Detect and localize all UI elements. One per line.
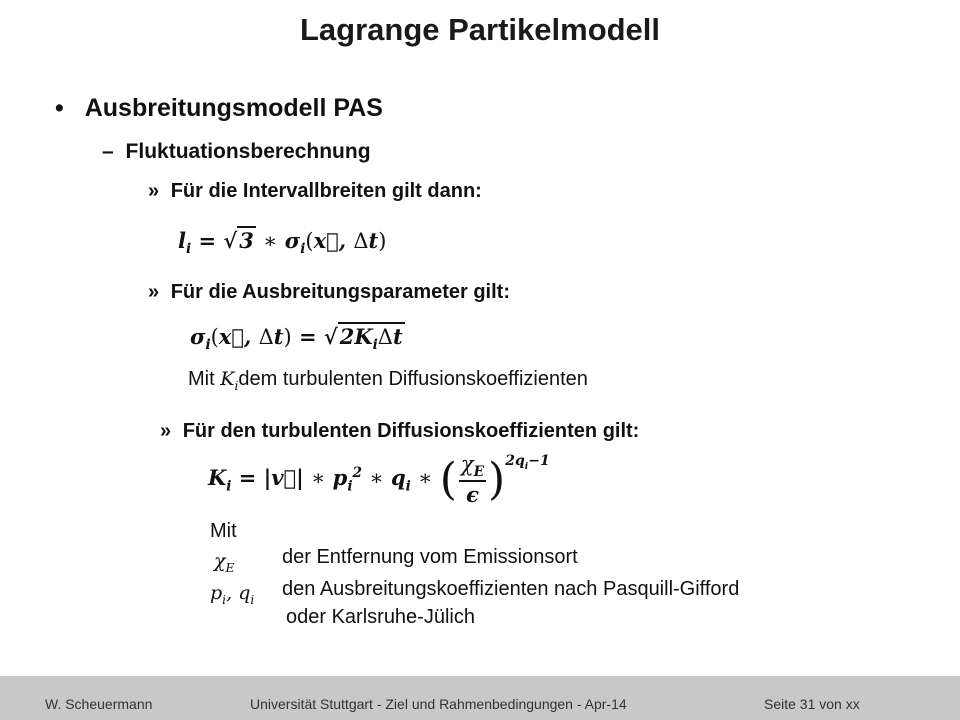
bullet-text: Fluktuationsberechnung xyxy=(125,140,371,163)
bullet-text: Für die Ausbreitungsparameter gilt: xyxy=(170,281,510,303)
bullet-text: Ausbreitungsmodell PAS xyxy=(84,94,383,122)
bullet-text: Für die Intervallbreiten gilt dann: xyxy=(170,180,482,202)
bullet-level2 xyxy=(102,140,371,164)
chi-e-description: der Entfernung vom Emissionsort xyxy=(282,546,578,568)
formula-ki: $K_i$ = |v⃗| ∗ $p_i^2$ ∗ $q_i$ ∗ ( $\frac{\chi_E}{\epsilon}$ )$^{2q_i-1}$ xyxy=(208,452,550,508)
bullet-level3-diffusion xyxy=(160,420,639,443)
ki-definition-line xyxy=(188,368,588,393)
footer-author: W. Scheuermann xyxy=(45,696,153,712)
footer-center: Universität Stuttgart - Ziel und Rahmenbedingungen - Apr-14 xyxy=(250,696,627,712)
ki-symbol: $K_i$ xyxy=(220,368,239,393)
bullet-text: Für den turbulenten Diffusionskoeffizienten gilt: xyxy=(182,420,640,442)
mit-label-2: Mit xyxy=(210,520,237,542)
bullet-level1 xyxy=(55,94,383,123)
mit-label: Mit xyxy=(188,368,215,390)
dash-marker: – xyxy=(102,140,114,163)
pq-description: den Ausbreitungskoeffizienten nach Pasquill-Gifford xyxy=(282,578,740,600)
bullet-level3-intervall xyxy=(148,180,482,203)
pq-symbols: $p_i$, $q_i$ xyxy=(210,582,255,607)
formula-interval-width: $l_i = √3$ ∗ $\sigma_i(x⃗$, Δt) xyxy=(178,228,387,258)
bullet-level3-ausbreitung xyxy=(148,281,510,304)
footer-page-number: Seite 31 von xx xyxy=(764,696,860,712)
page-title: Lagrange Partikelmodell xyxy=(299,12,661,47)
bullet-marker: • xyxy=(55,94,64,122)
guillemet-marker: » xyxy=(160,420,172,442)
formula-sigma: $\sigma_i(x⃗$, $\Delta t) = √2K_i\Delta t$ xyxy=(190,324,403,354)
ki-description: dem turbulenten Diffusionskoeffizienten xyxy=(238,368,588,390)
pq-description-cont: oder Karlsruhe-Jülich xyxy=(286,606,475,628)
chi-e-symbol: $\chi_E$ xyxy=(214,550,235,575)
guillemet-marker: » xyxy=(148,180,160,202)
guillemet-marker: » xyxy=(148,281,160,303)
